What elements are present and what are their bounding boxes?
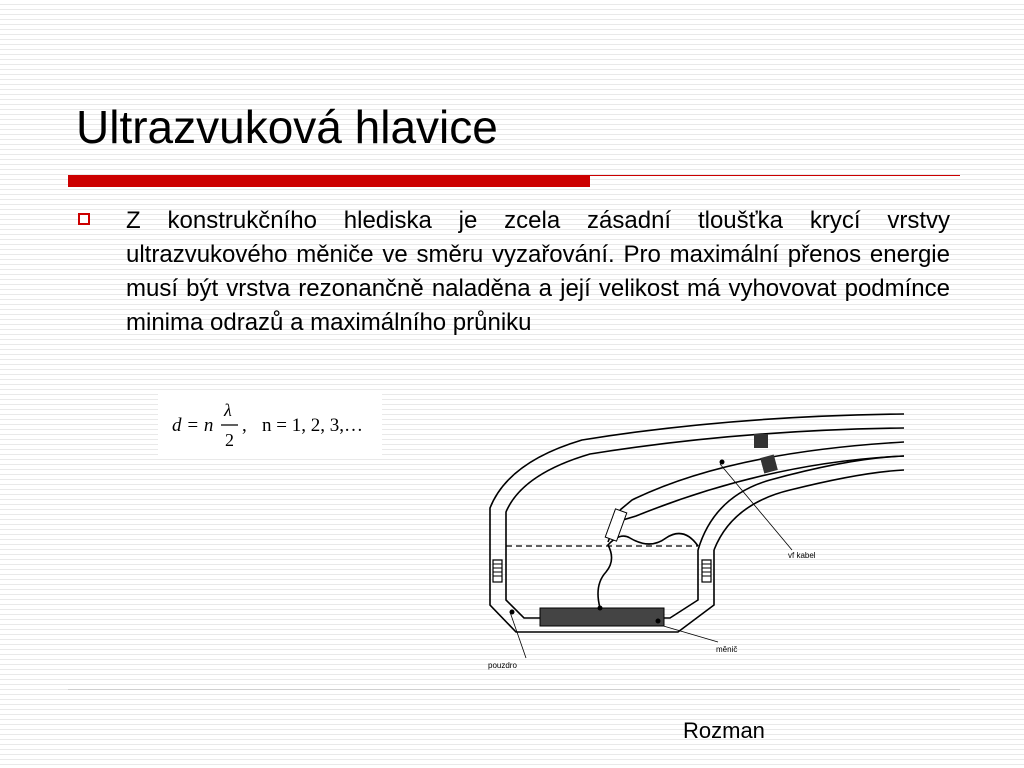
housing-right-outer <box>698 456 904 550</box>
label-housing: pouzdro <box>488 661 517 670</box>
transducer-leader <box>660 625 718 642</box>
housing-right-inner <box>714 470 904 550</box>
formula-denominator: 2 <box>225 430 234 450</box>
transducer-element <box>540 608 664 626</box>
bullet-text: Z konstrukčního hlediska je zcela zásadní tloušťka krycí vrstvy ultrazvukového měniče ve směru vyzařování. Pro maximální přenos energie musí být vrstva rezonančně naladěna a její velikost má vyhovovat podmínce minima odrazů a maximálního průniku <box>126 207 950 336</box>
label-cable: vf kabel <box>788 551 816 560</box>
footer-author: Rozman <box>683 718 765 743</box>
formula-image <box>158 394 382 458</box>
title-rule-red <box>68 175 590 187</box>
label-transducer: měnič <box>716 645 738 654</box>
formula-lhs: d = n <box>172 415 214 436</box>
probe-diagram <box>470 400 910 680</box>
formula-numerator: λ <box>224 400 232 420</box>
formula-rhs: n = 1, 2, 3,… <box>262 415 363 436</box>
footer-rule <box>68 689 960 690</box>
spring-right <box>702 560 711 582</box>
bullet-square-icon <box>78 213 90 225</box>
spring-left <box>493 560 502 582</box>
housing-outer <box>490 414 904 555</box>
cable-block-1 <box>754 434 768 448</box>
housing-leader <box>510 612 526 658</box>
formula-separator: , <box>242 415 247 436</box>
cable-block-2 <box>760 454 778 473</box>
cable-channel-bottom <box>608 456 904 542</box>
slide-title: Ultrazvuková hlavice <box>76 101 498 153</box>
signal-wire <box>598 534 698 609</box>
